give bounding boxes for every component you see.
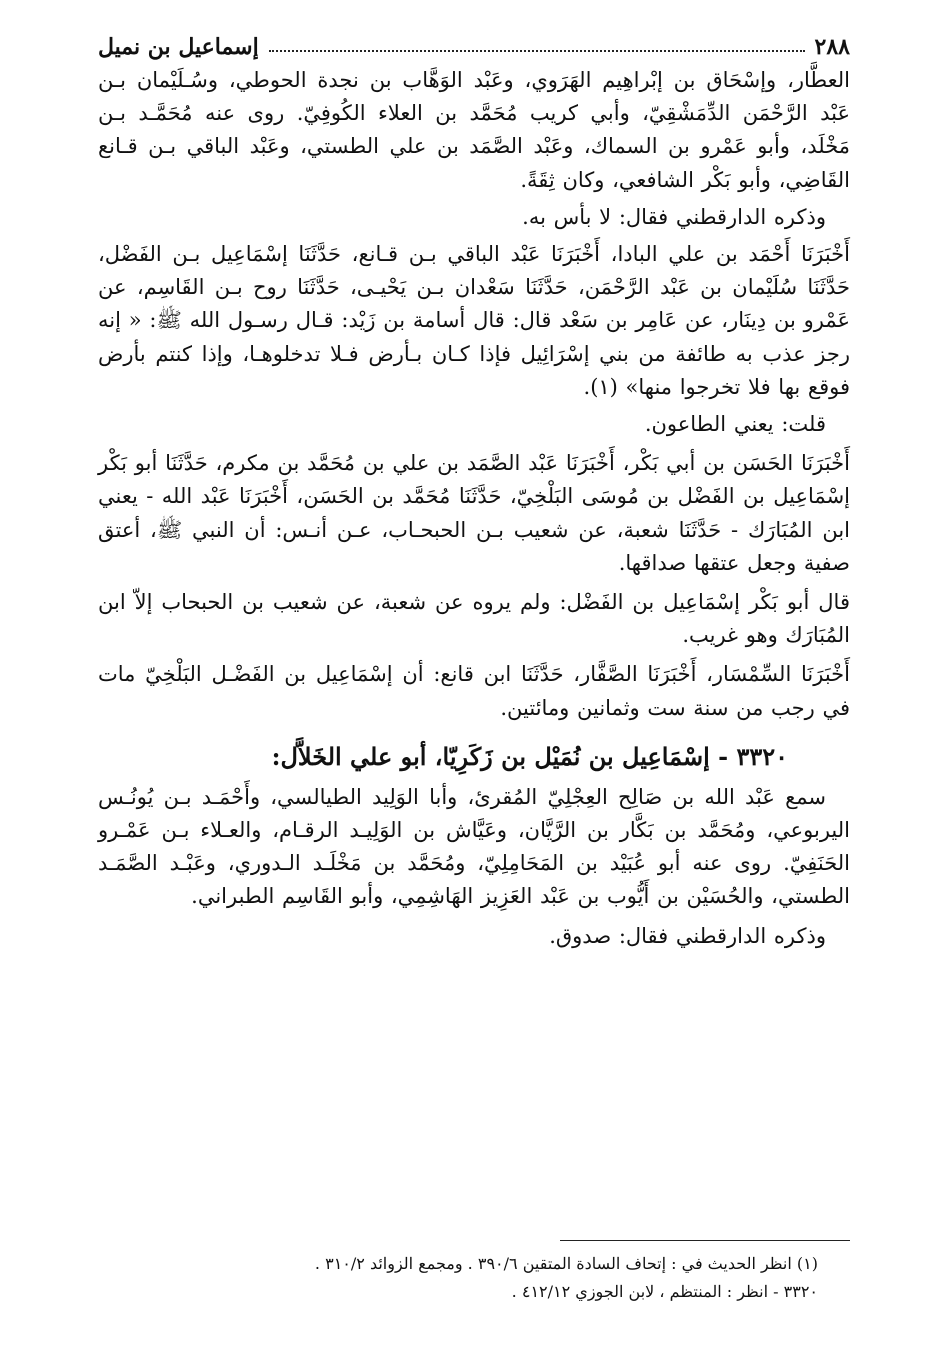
- paragraph-death-date: أَخْبَرَنَا السِّمْسَار، أَخْبَرَنَا الصَّفَّار، حَدَّثَنَا ابن قانع: أن إسْمَاعِيل بن الفَضْـل البَلْخِيّ مات في رجب من سنة ست وثمانين ومائتين.: [98, 662, 850, 720]
- entry-heading: ٣٣٢٠ - إسْمَاعِيل بن نُمَيْل بن زَكَرِيّا، أبو علي الخَلاَّل:: [271, 741, 788, 771]
- page-number: ٢٨٨: [814, 34, 850, 60]
- paragraph-entry-grade: وذكره الدارقطني فقال: صدوق.: [549, 923, 826, 948]
- header-dotted-leader: [269, 50, 805, 52]
- footnote-separator: [560, 1240, 850, 1241]
- running-title: إسماعيل بن نميل: [98, 34, 259, 60]
- footnotes: [98, 1250, 850, 1306]
- footnote-1: (١) انظر الحديث في : إتحاف السادة المتقين ٣٩٠/٦ . ومجمع الزوائد ٣١٠/٢ .: [314, 1254, 818, 1273]
- paragraph-narrators: العطَّار، وإسْحَاق بن إبْراهِيم الهَرَوي، وعَبْد الوَهَّاب بن نجدة الحوطي، وسُـلَيْمان بـن عَبْد الرَّحْمَن الدِّمَشْقِيّ، وأبي كريب مُحَمَّد بن العلاء الكُوفِيّ. روى عنه مُحَمَّـد بـن مَخْلَد، وأبو عَمْرو بن السماك، وعَبْد الصَّمَد بن علي الطستي، وعَبْد الباقي بـن قـانع القَاضِي، وأبو بَكْر الشافعي، وكان ثِقَةً.: [98, 68, 850, 192]
- paragraph-entry-narrators: سمع عَبْد الله بن صَالِح العِجْلِيّ المُقرئ، وأبا الوَلِيد الطيالسي، وأَحْمَـد بـن يُونُـس اليربوعي، ومُحَمَّد بن بَكَّار بن الرَّيَّان، وعَيَّاش بن الوَلِيـد الرقـام، والعـلاء بـن عَمْـرو الحَنَفِيّ. روى عنه أبو عُبَيْد بن المَحَامِلِيّ، ومُحَمَّد بن مَخْلَـد الـدوري، وعَبْـد الصَّمَـد الطستي، والحُسَيْن بن أَيُّوب بن عَبْد العَزِيز الهَاشِمِي، وأبو القَاسِم الطبراني.: [98, 784, 850, 909]
- paragraph-daraqutni-grade: وذكره الدارقطني فقال: لا بأس به.: [522, 204, 826, 229]
- paragraph-hadith-plague: أَخْبَرَنَا أَحْمَد بن علي البادا، أَخْبَرَنَا عَبْد الباقي بـن قـانع، حَدَّثَنَا إسْمَاعِيل بـن الفَضْل، حَدَّثَنَا سُلَيْمان بن عَبْد الرَّحْمَن، حَدَّثَنَا سَعْدان بـن يَحْيـى، حَدَّثَنَا روح بـن القَاسِم، عن عَمْرو بن دِينَار، عن عَامِر بن سَعْد قال: قال أسامة بن زَيْد: قـال رسـول الله ﷺ: « إنه رجز عذب به طائفة من بني إسْرَائِيل فإذا كـان بـأرض فـلا تدخلوهـا، وإذا كنتم بأرض فوقع بها فلا تخرجوا منها» (١).: [98, 242, 850, 399]
- main-text: [98, 64, 850, 953]
- page-header: [98, 30, 850, 64]
- paragraph-hadith-safiyya: أَخْبَرَنَا الحَسَن بن أبي بَكْر، أَخْبَرَنَا عَبْد الصَّمَد بن علي بن مُحَمَّد بن مكرم، حَدَّثَنَا أبو بَكْر إسْمَاعِيل بن الفَضْل بن مُوسَى البَلْخِيّ، حَدَّثَنَا مُحَمَّد بن الحَسَن، أَخْبَرَنَا عَبْد الله - يعني ابن المُبَارَك - حَدَّثَنَا شعبة، عن شعيب بـن الحبحـاب، عـن أنـس: أن النبي ﷺ، أعتق صفية وجعل عتقها صداقها.: [98, 451, 850, 575]
- paragraph-gharib-note: قال أبو بَكْر إسْمَاعِيل بن الفَضْل: ولم يروه عن شعبة، عن شعيب بن الحبحاب إلاّ ابن المُبَارَك وهو غريب.: [98, 590, 850, 648]
- paragraph-comment: قلت: يعني الطاعون.: [644, 412, 826, 437]
- footnote-2: ٣٣٢٠ - انظر : المنتظم ، لابن الجوزي ٤١٢/١٢ .: [511, 1282, 818, 1301]
